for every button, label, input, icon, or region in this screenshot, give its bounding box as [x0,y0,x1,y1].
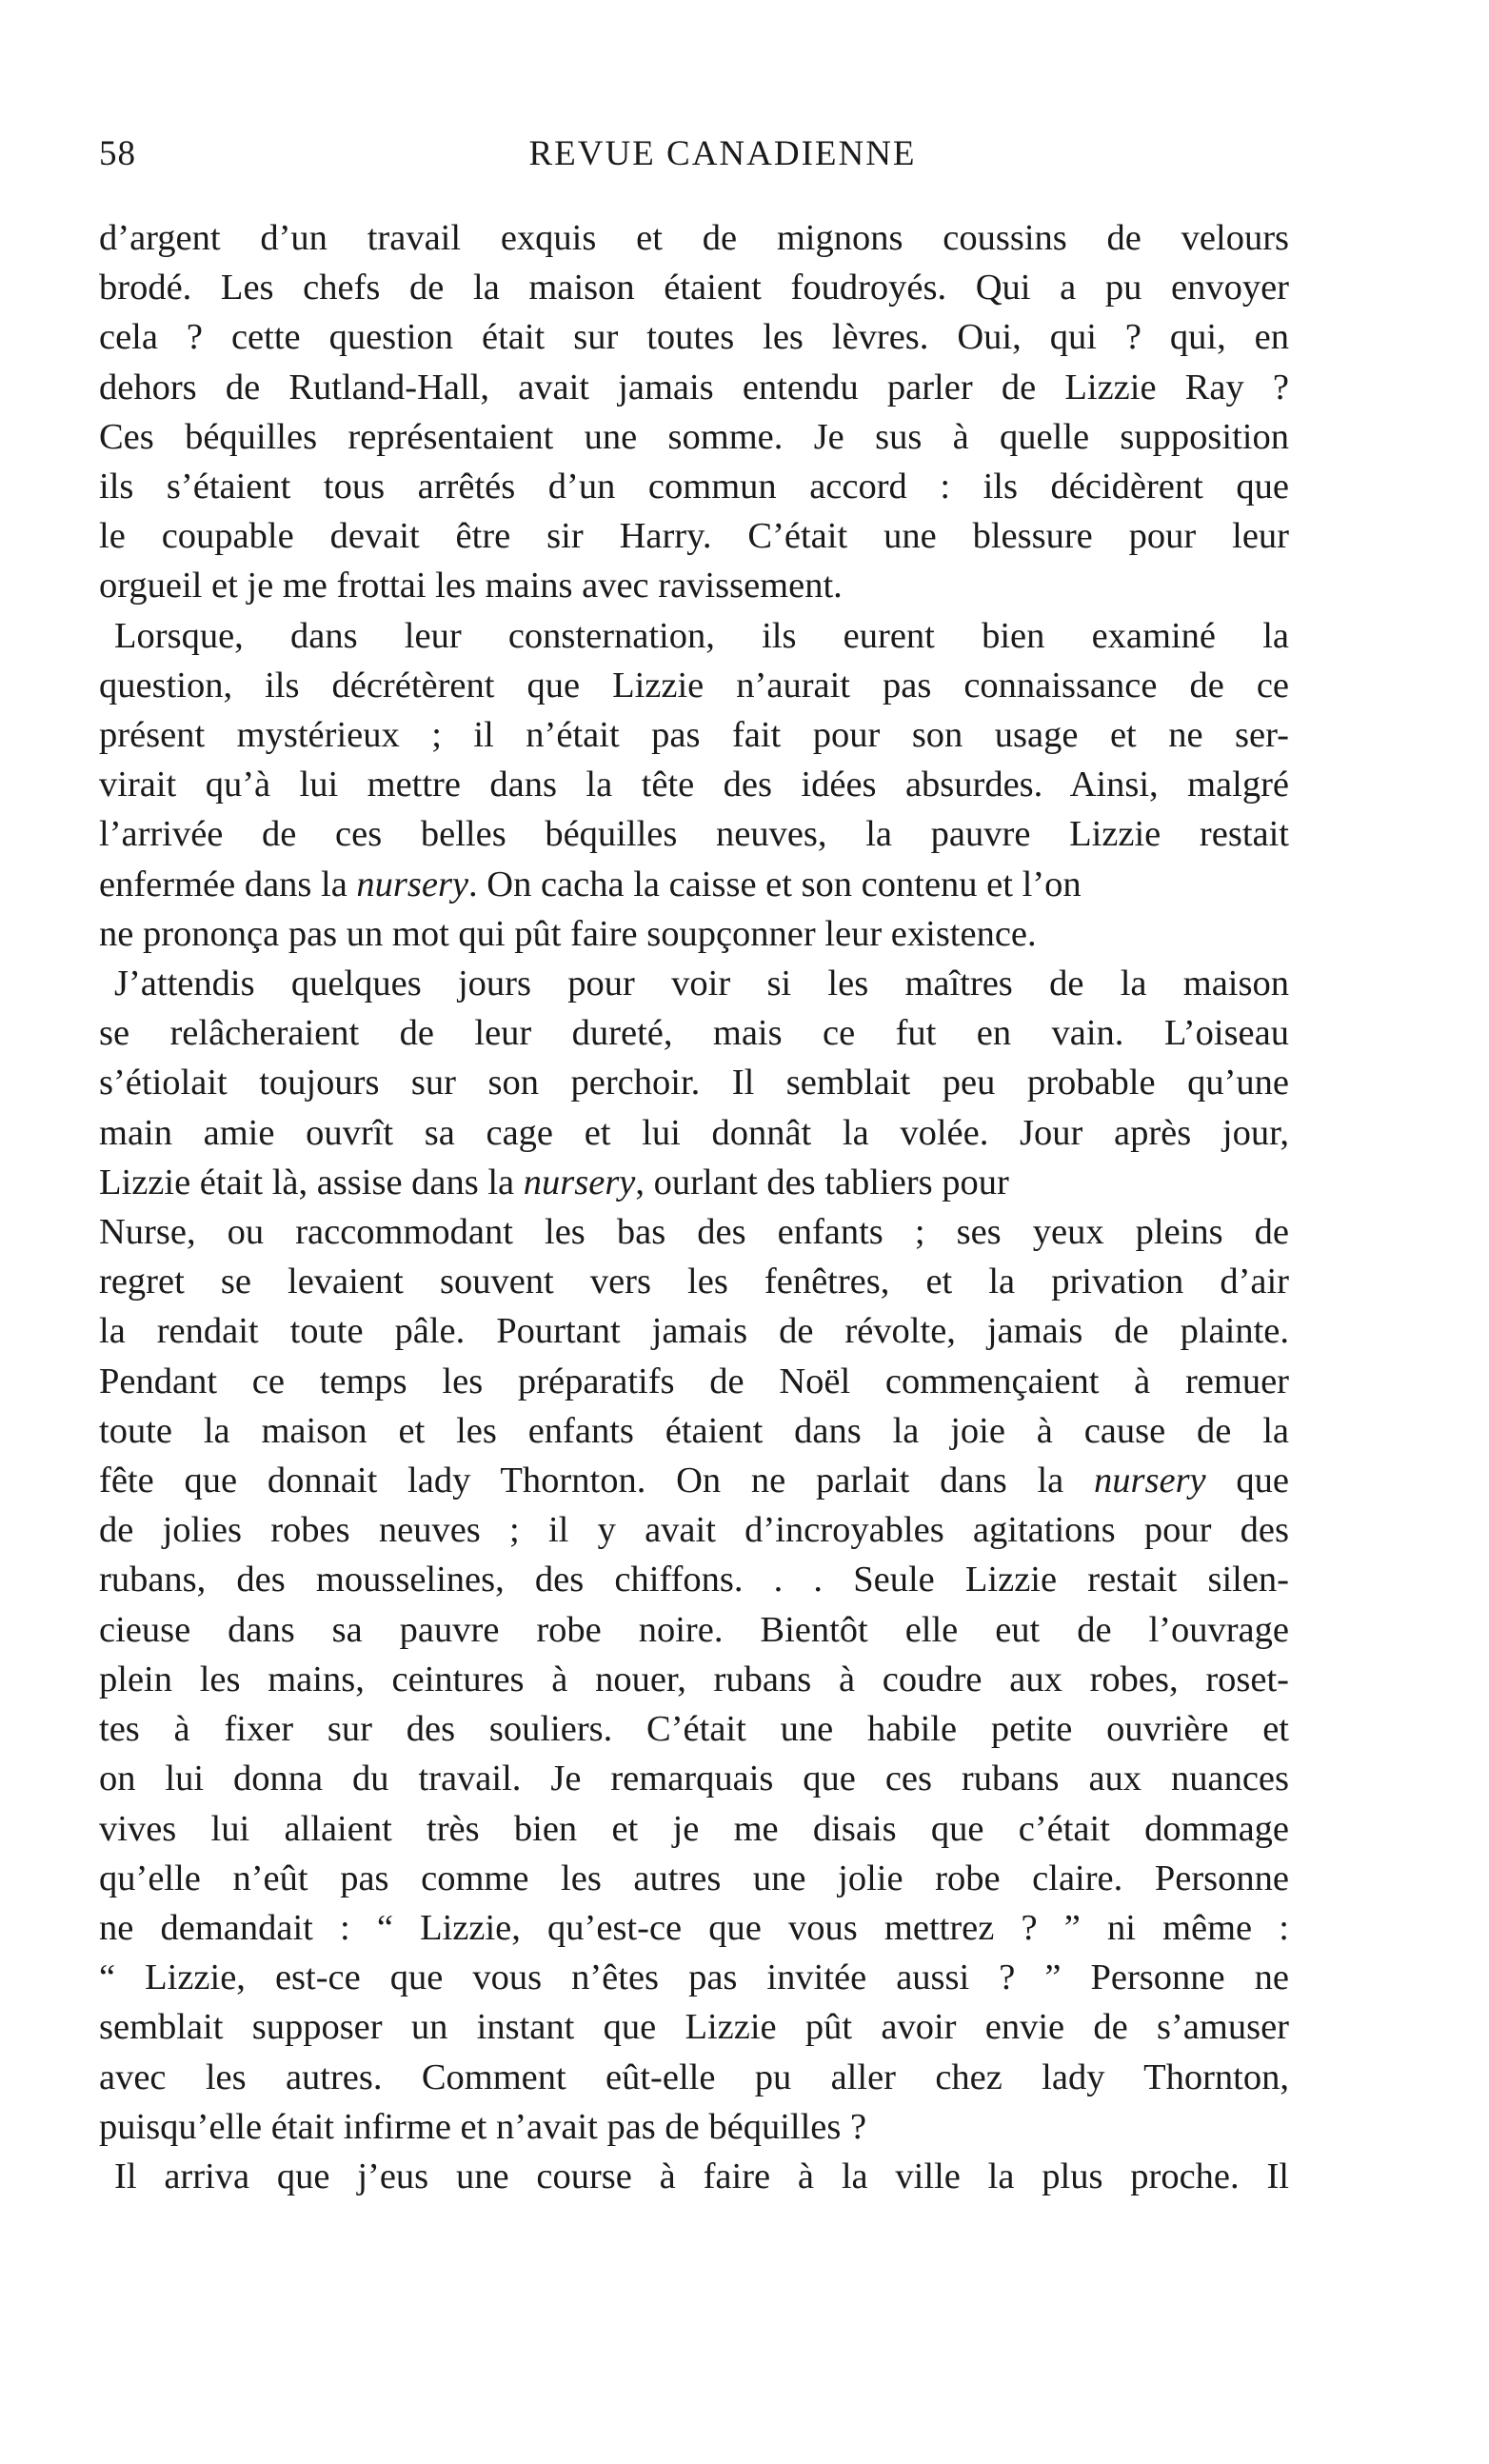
text-line: brodé. Les chefs de la maison étaient foudroyés. Qui a pu envoyer [99,268,1289,308]
text-line: le coupable devait être sir Harry. C’était une blessure pour leur [99,516,1289,557]
running-title: REVUE CANADIENNE [528,134,917,173]
text-line: regret se levaient souvent vers les fenêtres, et la privation d’air [99,1262,1289,1302]
text-line: Lorsque, dans leur consternation, ils eurent bien examiné la [114,615,1289,656]
text-line: on lui donna du travail. Je remarquais que ces rubans aux nuances [99,1759,1289,1799]
text-line: semblait supposer un instant que Lizzie pût avoir envie de s’amuser [99,2007,1289,2048]
text-line: l’arrivée de ces belles béquilles neuves, la pauvre Lizzie restait [99,814,1289,855]
body-text [99,213,1289,2201]
text-line: qu’elle n’eût pas comme les autres une jolie robe claire. Personne [99,1858,1289,1898]
page-number: 58 [99,134,136,173]
text-line: Nurse, ou raccommodant les bas des enfants ; ses yeux pleins de [99,1212,1289,1253]
text-line: ne demandait : “ Lizzie, qu’est-ce que vous mettrez ? ” ni même : [99,1907,1289,1948]
text-line [99,1456,1289,1505]
text-line: Ces béquilles représentaient une somme. Je sus à quelle supposition [99,416,1289,457]
text-line: Il arriva que j’eus une course à faire à la ville la plus proche. Il [114,2156,1289,2196]
text-line: orgueil et je me frottai les mains avec ravissement. [99,566,843,606]
text-line: rubans, des mousselines, des chiffons. . . Seule Lizzie restait silen- [99,1560,1289,1600]
italic-word: nursery [1094,1461,1206,1501]
text-line [99,860,1289,909]
italic-word: nursery [356,864,469,904]
paragraph-2 [99,611,1289,959]
text-segment: , ourlant des tabliers pour [635,1162,1009,1202]
paragraph-1 [99,213,1289,611]
text-line: Pendant ce temps les préparatifs de Noël commençaient à remuer [99,1361,1289,1401]
text-line: toute la maison et les enfants étaient dans la joie à cause de la [99,1410,1289,1451]
text-line: main amie ouvrît sa cage et lui donnât la volée. Jour après jour, [99,1112,1289,1153]
text-line: s’étiolait toujours sur son perchoir. Il semblait peu probable qu’une [99,1063,1289,1103]
paragraph-3 [99,959,1289,2152]
text-line: cieuse dans sa pauvre robe noire. Bientôt elle eut de l’ouvrage [99,1609,1289,1650]
text-line: puisqu’elle était infirme et n’avait pas de béquilles ? [99,2106,867,2147]
text-segment: Lizzie était là, assise dans la [99,1162,524,1202]
text-segment: que [1205,1461,1289,1501]
text-line: la rendait toute pâle. Pourtant jamais de révolte, jamais de plainte. [99,1311,1289,1352]
text-segment: . On cacha la caisse et son contenu et l’on [468,864,1082,904]
text-line: dehors de Rutland-Hall, avait jamais entendu parler de Lizzie Ray ? [99,367,1289,407]
text-line: vives lui allaient très bien et je me disais que c’était dommage [99,1808,1289,1849]
text-line: J’attendis quelques jours pour voir si les maîtres de la maison [114,964,1289,1004]
text-line: “ Lizzie, est-ce que vous n’êtes pas invitée aussi ? ” Personne ne [99,1957,1289,1998]
text-line: présent mystérieux ; il n’était pas fait pour son usage et ne ser- [99,715,1289,756]
text-line: plein les mains, ceintures à nouer, rubans à coudre aux robes, roset- [99,1659,1289,1699]
page-header [99,133,1289,190]
text-line: ne prononça pas un mot qui pût faire soupçonner leur existence. [99,913,1037,954]
text-line: question, ils décrétèrent que Lizzie n’aurait pas connaissance de ce [99,665,1289,705]
text-line: avec les autres. Comment eût-elle pu aller chez lady Thornton, [99,2057,1289,2097]
text-line: d’argent d’un travail exquis et de mignons coussins de velours [99,218,1289,258]
text-line: tes à fixer sur des souliers. C’était une habile petite ouvrière et [99,1709,1289,1750]
text-line: se relâcheraient de leur dureté, mais ce fut en vain. L’oiseau [99,1013,1289,1054]
italic-word: nursery [523,1162,636,1202]
text-line [99,1158,1289,1207]
text-line: cela ? cette question était sur toutes les lèvres. Oui, qui ? qui, en [99,317,1289,358]
paragraph-4 [99,2152,1289,2201]
text-line: ils s’étaient tous arrêtés d’un commun accord : ils décidèrent que [99,467,1289,507]
text-line: virait qu’à lui mettre dans la tête des idées absurdes. Ainsi, malgré [99,765,1289,805]
text-segment: fête que donnait lady Thornton. On ne parlait dans la [99,1461,1095,1501]
text-line: de jolies robes neuves ; il y avait d’incroyables agitations pour des [99,1510,1289,1551]
text-segment: enfermée dans la [99,864,357,904]
